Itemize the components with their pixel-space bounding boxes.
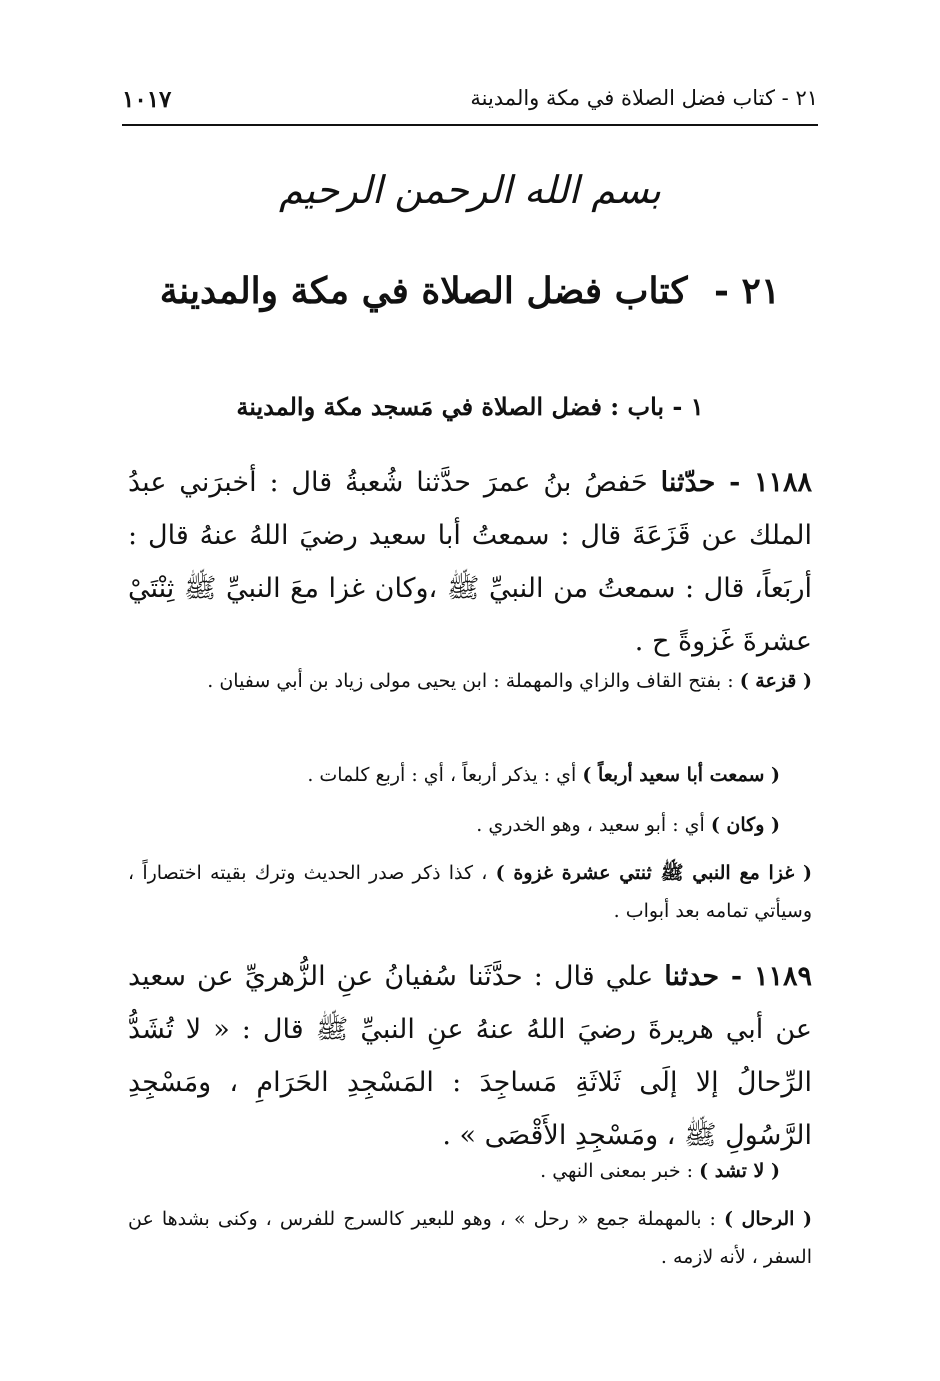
basmala-calligraphy: بسم الله الرحمن الرحيم xyxy=(279,168,661,212)
note-text: : خبر بمعنى النهي . xyxy=(540,1160,700,1182)
note-term: ( وكان ) xyxy=(710,814,780,836)
running-header xyxy=(122,86,818,120)
note-text: : بفتح القاف والزاي والمهملة : ابن يحيى مولى زياد بن أبي سفيان . xyxy=(207,670,740,692)
note-text: أي : يذكر أربعاً ، أي : أربع كلمات . xyxy=(307,764,583,786)
book-number: ٢١ - xyxy=(714,270,781,312)
hadith-1189-text: علي قال : حدَّثَنا سُفيانُ عنِ الزُّهريِّ عن سعيد عن أبي هريرةَ رضيَ اللهُ عنهُ عنِ النبيِّ ﷺ قال : « لا تُشَدُّ الرِّحالُ إلا إلَى ثَلاثَةِ مَساجِدَ : المَسْجِدِ الحَرَامِ ، ومَسْجِدِ الرَّسُولِ ﷺ ، ومَسْجِدِ الأَقْصَى » . xyxy=(128,961,812,1151)
page-number: ١٠١٧ xyxy=(122,86,172,113)
note-samitu xyxy=(96,756,812,794)
note-term: ( الرحال ) xyxy=(723,1208,812,1230)
book-title-text: كتاب فضل الصلاة في مكة والمدينة xyxy=(159,270,688,312)
note-term: ( غزا مع النبي ﷺ ثنتي عشرة غزوة ) xyxy=(495,862,813,884)
note-wakan xyxy=(96,806,812,844)
hadith-1189-lead: ١١٨٩ - حدثنا xyxy=(664,961,812,992)
hadith-1188 xyxy=(128,456,812,668)
chapter-title: ١ - باب : فضل الصلاة في مَسجد مكة والمدينة xyxy=(236,392,704,421)
note-term: ( سمعت أبا سعيد أربعاً ) xyxy=(582,764,780,786)
note-ghaza xyxy=(128,854,812,930)
note-text: أي : أبو سعيد ، وهو الخدري . xyxy=(476,814,711,836)
note-text: : بالمهملة جمع « رحل » ، وهو للبعير كالسرج للفرس ، وكنى بشدها عن السفر ، لأنه لازمه . xyxy=(128,1208,812,1268)
note-text: ، كذا ذكر صدر الحديث وترك بقيته اختصاراً ، وسيأتي تمامه بعد أبواب . xyxy=(128,862,812,922)
note-la-tushad xyxy=(96,1152,812,1190)
note-term: ( قزعة ) xyxy=(739,670,812,692)
hadith-1189 xyxy=(128,950,812,1162)
running-title: ٢١ - كتاب فضل الصلاة في مكة والمدينة xyxy=(470,86,818,110)
hadith-1188-text: حَفصُ بنُ عمرَ حدَّثنا شُعبةُ قال : أخبرَني عبدُ الملك عن قَزَعَةَ قال : سمعتُ أبا سعيد رضيَ اللهُ عنهُ قال : أربَعاً، قال : سمعتُ من النبيِّ ﷺ ،وكان غزا معَ النبيِّ ﷺ ثِنْتَيْ عشرةَ غَزوةً ح . xyxy=(128,467,812,657)
note-rihal xyxy=(128,1200,812,1276)
hadith-1188-lead: ١١٨٨ - حدّثنا xyxy=(660,467,812,498)
book-title xyxy=(0,270,940,312)
note-qazaa xyxy=(128,662,812,700)
header-rule xyxy=(122,124,818,126)
note-term: ( لا تشد ) xyxy=(699,1160,780,1182)
